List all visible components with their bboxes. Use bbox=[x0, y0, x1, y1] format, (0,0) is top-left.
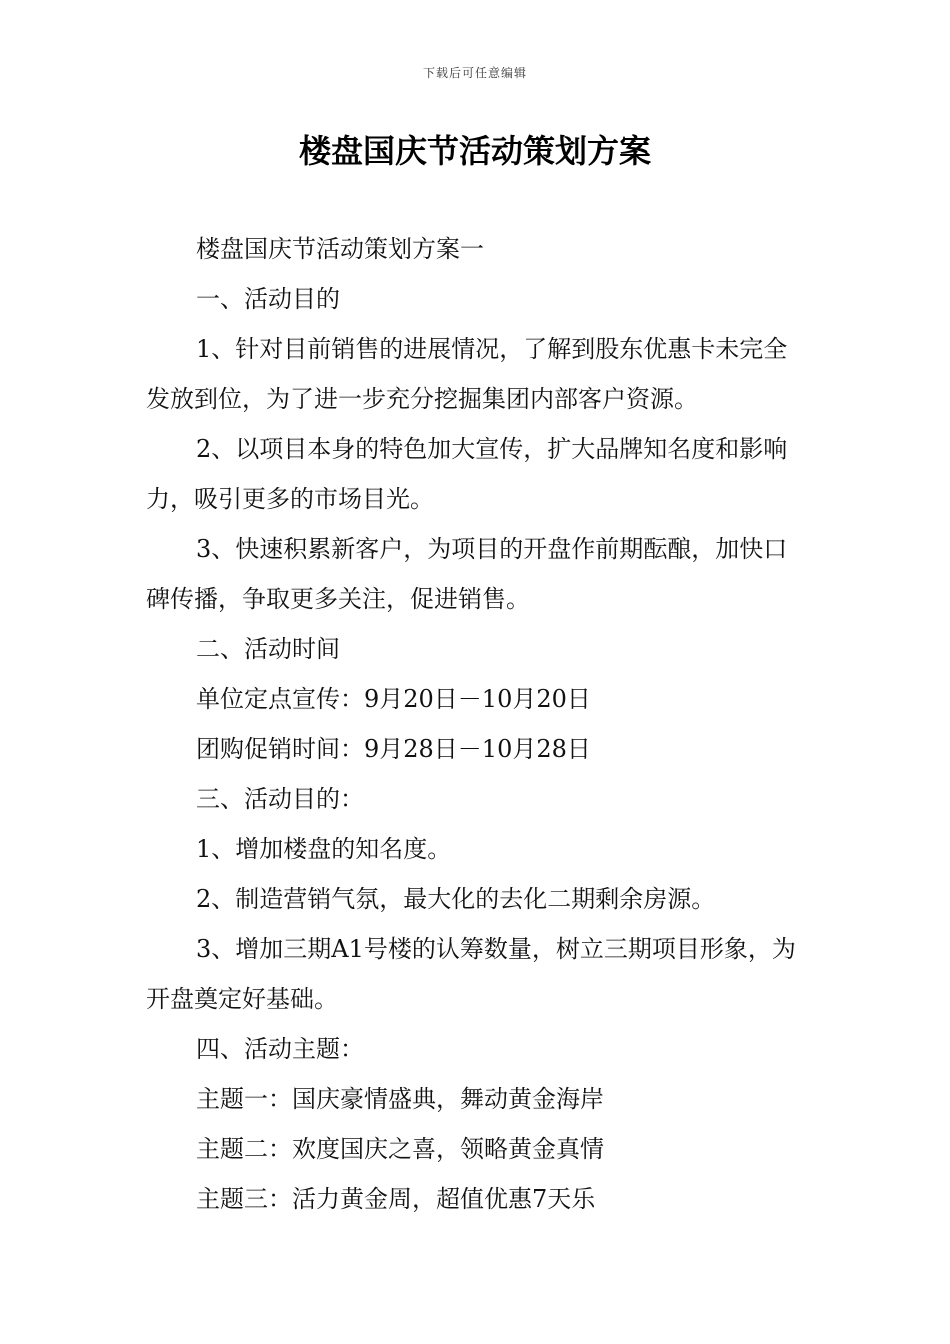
paragraph-subtitle: 楼盘国庆节活动策划方案一 bbox=[196, 235, 484, 263]
paragraph-section-heading: 三、活动目的： bbox=[196, 785, 364, 813]
paragraph: 1、增加楼盘的知名度。 bbox=[196, 835, 452, 863]
paragraph-section-heading: 二、活动时间 bbox=[196, 635, 340, 663]
paragraph: 3、增加三期A1号楼的认筹数量，树立三期项目形象，为开盘奠定好基础。 bbox=[146, 935, 796, 1013]
paragraph: 2、制造营销气氛，最大化的去化二期剩余房源。 bbox=[196, 885, 716, 913]
paragraph: 主题三：活力黄金周，超值优惠7天乐 bbox=[196, 1185, 596, 1213]
paragraph: 团购促销时间：9月28日－10月28日 bbox=[196, 735, 591, 763]
document-body bbox=[146, 224, 808, 1224]
paragraph: 2、以项目本身的特色加大宣传，扩大品牌知名度和影响力，吸引更多的市场目光。 bbox=[146, 435, 788, 513]
document-title: 楼盘国庆节活动策划方案 bbox=[298, 132, 651, 170]
paragraph: 主题一：国庆豪情盛典，舞动黄金海岸 bbox=[196, 1085, 604, 1113]
paragraph-section-heading: 一、活动目的 bbox=[196, 285, 340, 313]
paragraph: 单位定点宣传：9月20日－10月20日 bbox=[196, 685, 591, 713]
paragraph: 主题二：欢度国庆之喜，领略黄金真情 bbox=[196, 1135, 604, 1163]
paragraph: 1、针对目前销售的进展情况，了解到股东优惠卡未完全发放到位，为了进一步充分挖掘集团内部客户资源。 bbox=[146, 335, 788, 413]
paragraph-section-heading: 四、活动主题： bbox=[196, 1035, 364, 1063]
paragraph: 3、快速积累新客户，为项目的开盘作前期酝酿，加快口碑传播，争取更多关注，促进销售。 bbox=[146, 535, 788, 613]
header-note: 下载后可任意编辑 bbox=[422, 66, 527, 80]
